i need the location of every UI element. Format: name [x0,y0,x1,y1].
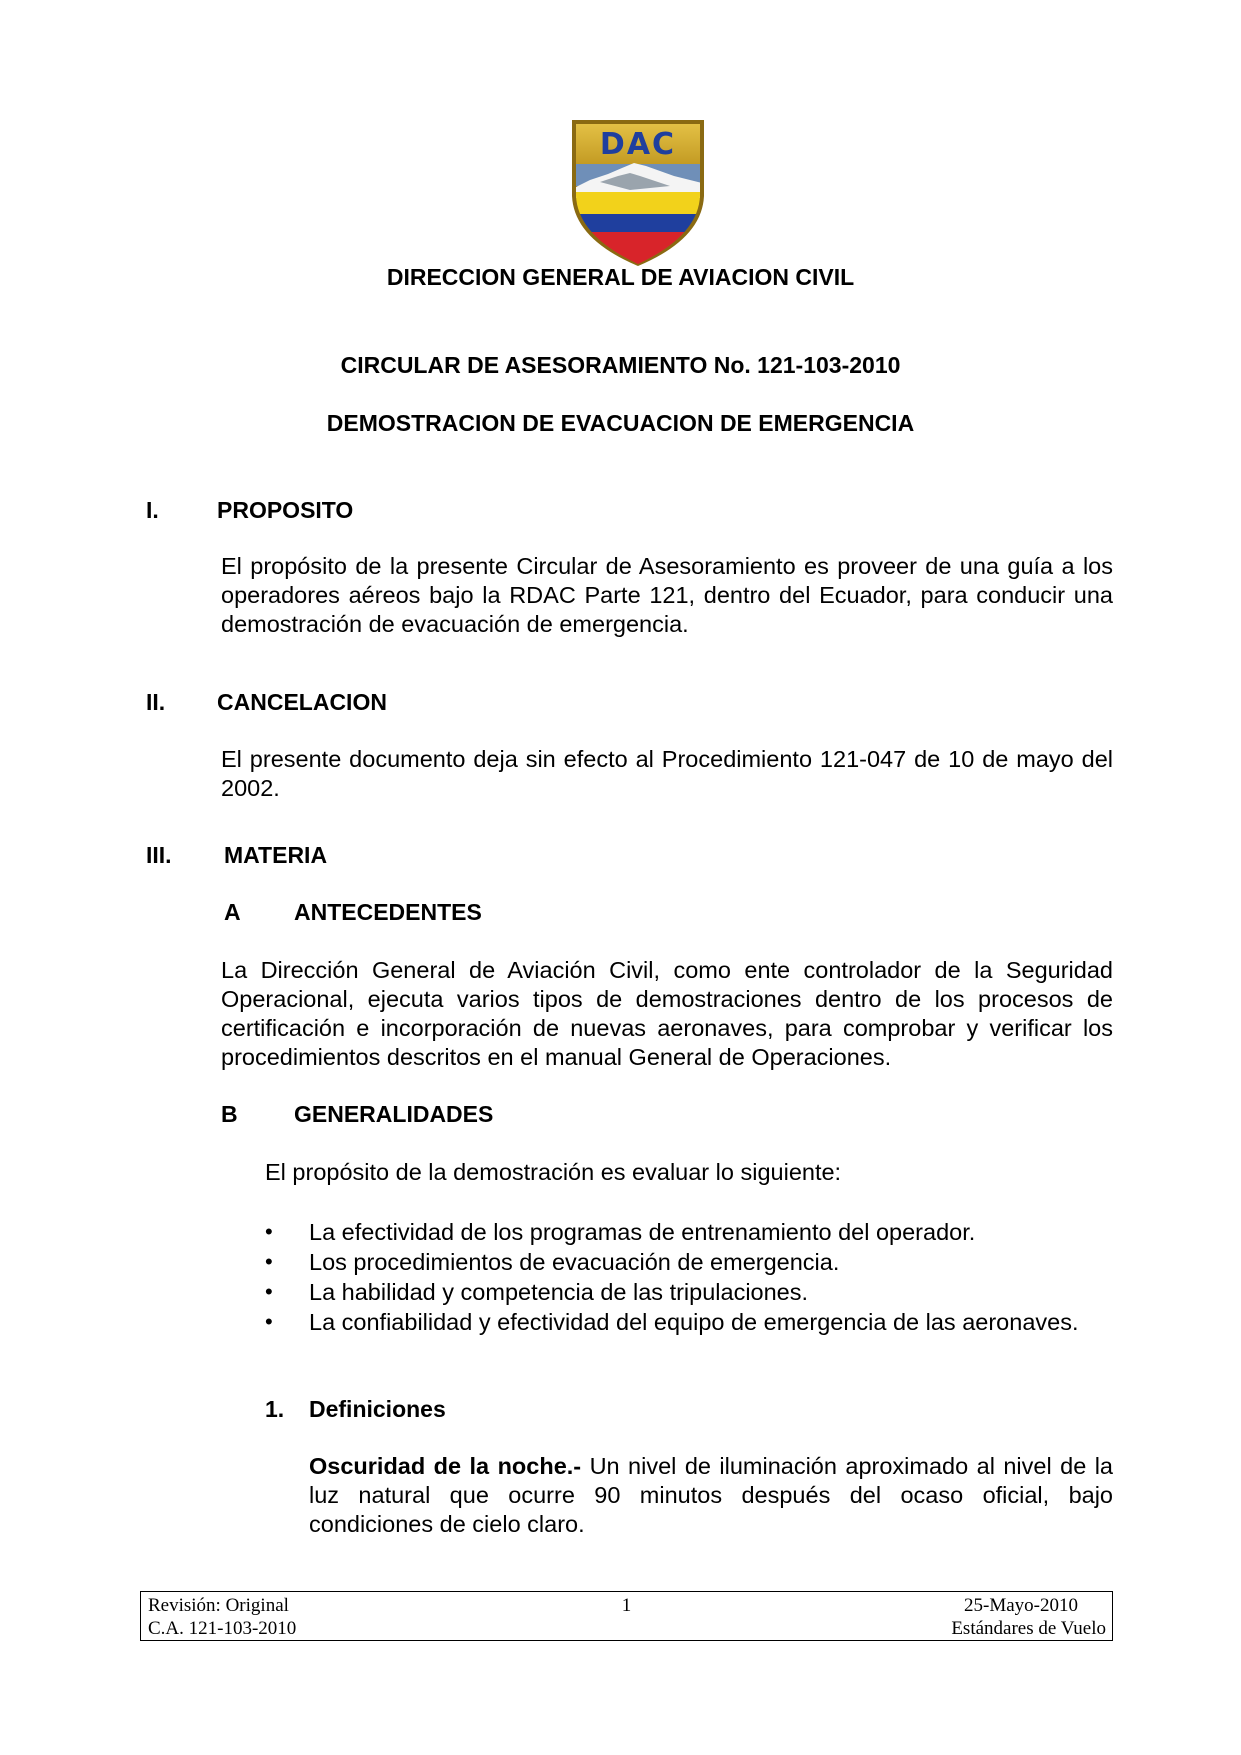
subsection-a-letter: A [224,899,241,925]
subsection-a-text: La Dirección General de Aviación Civil, como ente controlador de la Seguridad Operacional, ejecuta varios tipos de demostraciones dentro de los procesos de certificación e incorporación de nuevas aeronaves, para comprobar y verificar los procedimientos descritos en el manual General de Operaciones. [221,957,1113,1070]
page-footer [140,1591,1113,1641]
list-item: • La efectividad de los programas de entrenamiento del operador. [265,1217,1113,1247]
definitions-title: Definiciones [309,1396,446,1422]
definitions-number: 1. [265,1396,285,1422]
evaluation-list [265,1217,1113,1337]
section-1-title: PROPOSITO [217,497,354,523]
section-3-number: III. [146,842,172,868]
definition-body: Un nivel de iluminación aproximado al nivel de la luz natural que ocurre 90 minutos después del ocaso oficial, bajo condiciones de cielo claro. [309,1453,1113,1537]
footer-page-number: 1 [621,1595,632,1616]
list-item: • Los procedimientos de evacuación de emergencia. [265,1247,1113,1277]
section-1-text: El propósito de la presente Circular de Asesoramiento es proveer de una guía a los operadores aéreos bajo la RDAC Parte 121, dentro del Ecuador, para conducir una demostración de evacuación de emergencia. [221,553,1113,637]
footer-ca-number: C.A. 121-103-2010 [148,1618,297,1639]
footer-revision: Revisión: Original [148,1595,289,1616]
list-item: • La habilidad y competencia de las tripulaciones. [265,1277,1113,1307]
section-2-number: II. [146,689,166,715]
logo-text: DAC [599,127,677,162]
definition-term: Oscuridad de la noche.- [309,1453,582,1479]
document-subject: DEMOSTRACION DE EVACUACION DE EMERGENCIA [326,410,915,436]
definition-text [309,1452,1113,1539]
subsection-b-intro: El propósito de la demostración es evaluar lo siguiente: [265,1159,842,1185]
subsection-b-letter: B [221,1101,238,1127]
list-item: • La confiabilidad y efectividad del equipo de emergencia de las aeronaves. [265,1307,1113,1337]
footer-department: Estándares de Vuelo [951,1618,1106,1639]
section-2-text: El presente documento deja sin efecto al Procedimiento 121-047 de 10 de mayo del 2002. [221,746,1113,801]
footer-date: 25-Mayo-2010 [964,1595,1078,1616]
subsection-a-title: ANTECEDENTES [294,899,482,925]
section-2-title: CANCELACION [217,689,387,715]
subsection-b-title: GENERALIDADES [294,1101,494,1127]
dac-logo [570,118,706,266]
org-title: DIRECCION GENERAL DE AVIACION CIVIL [386,264,855,290]
section-3-title: MATERIA [224,842,328,868]
section-1-number: I. [146,497,159,523]
circular-number: CIRCULAR DE ASESORAMIENTO No. 121-103-2010 [340,352,901,378]
